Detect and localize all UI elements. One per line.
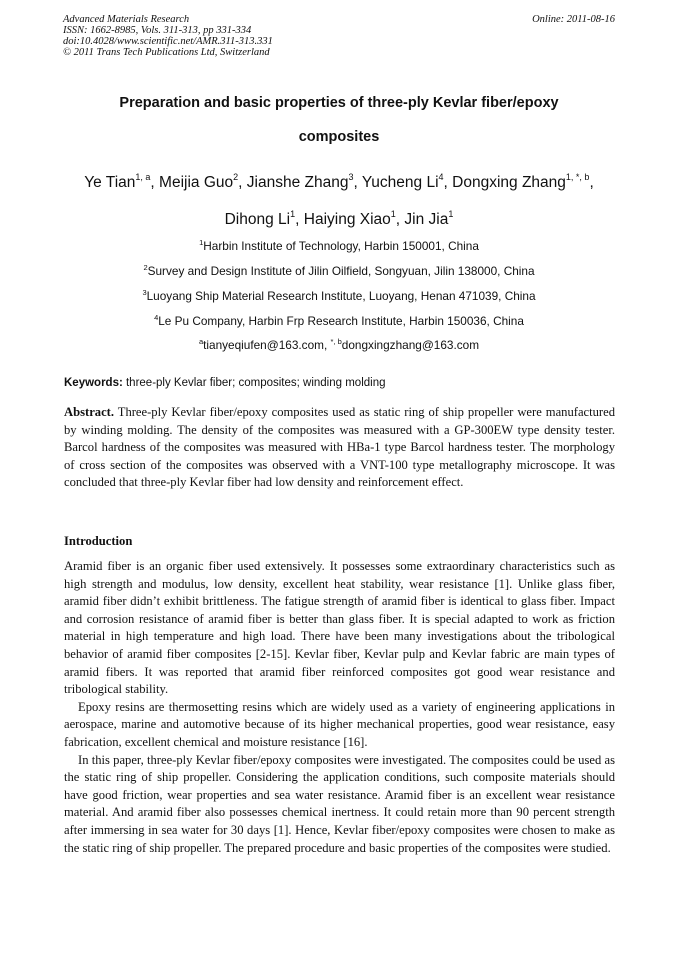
- email-superscript: a: [198, 337, 204, 346]
- keywords-label: Keywords:: [64, 377, 123, 389]
- author-line-1: [40, 164, 638, 201]
- paragraph: In this paper, three-ply Kevlar fiber/epoxy composites were investigated. The composites could be used as the static ring of ship propeller. Considering the application conditions, such composite materials should have good friction, wear properties and sea water resistance. Aramid fiber is an excellent wear resistance material. And aramid fiber also possesses chemical inertness. It could retain more than 90 percent strength after immersing in sea water for 30 days [1]. Hence, Kevlar fiber/epoxy composites were chosen to make as the static ring of ship propeller. The prepared procedure and basic properties of the composites were studied.: [64, 752, 615, 855]
- author-name: Dihong Li: [224, 211, 291, 228]
- introduction-body: [64, 558, 615, 857]
- author-name: Haiying Xiao: [303, 211, 391, 228]
- section-heading-introduction: Introduction: [64, 534, 133, 548]
- author-separator: ,: [295, 211, 304, 228]
- author-name: Dongxing Zhang: [452, 174, 566, 191]
- affiliation: [40, 239, 638, 253]
- author-name: Jin Jia: [404, 211, 449, 228]
- author-separator: ,: [353, 174, 362, 191]
- author-superscript: 1, *, b: [565, 172, 590, 182]
- author-superscript: 1: [290, 209, 296, 219]
- affiliation: [40, 314, 638, 328]
- affiliation-superscript: 3: [142, 288, 147, 297]
- affiliation-text: Luoyang Ship Material Research Institute, Luoyang, Henan 471039, China: [146, 289, 536, 303]
- affiliation-superscript: 4: [154, 313, 159, 322]
- author-separator: ,: [238, 174, 247, 191]
- keywords-text: three-ply Kevlar fiber; composites; winding molding: [122, 377, 386, 389]
- author-line-2: [40, 201, 638, 238]
- title-line-1: Preparation and basic properties of three-ply Kevlar fiber/epoxy: [119, 95, 559, 111]
- author-name: Meijia Guo: [159, 174, 234, 191]
- email-superscript: *, b: [330, 337, 342, 346]
- author-superscript: 1: [448, 209, 454, 219]
- journal-issn: ISSN: 1662-8985, Vols. 311-313, pp 331-334: [63, 25, 252, 36]
- abstract: [64, 404, 615, 492]
- author-superscript: 1: [390, 209, 396, 219]
- affiliation-text: Le Pu Company, Harbin Frp Research Institute, Harbin 150036, China: [158, 314, 524, 328]
- author-superscript: 4: [438, 172, 444, 182]
- paper-title: [63, 86, 615, 154]
- abstract-text: Three-ply Kevlar fiber/epoxy composites used as static ring of ship propeller were manufactured by winding molding. The density of the composites was measured with a GP-300EW type density tester. Barcol hardness of the composites was measured with HBa-1 type Barcol hardness tester. The morphology of cross section of the composites was observed with a VNT-100 type metallography microscope. It was concluded that three-ply Kevlar fiber had low density and reinforcement effect.: [64, 405, 615, 490]
- author-name: Jianshe Zhang: [246, 174, 349, 191]
- abstract-label: Abstract.: [64, 405, 115, 419]
- email-address: tianyeqiufen@163.com,: [203, 338, 331, 352]
- author-superscript: 2: [233, 172, 239, 182]
- author-superscript: 1, a: [135, 172, 151, 182]
- online-date: Online: 2011-08-16: [532, 14, 615, 25]
- affiliation-superscript: 2: [143, 263, 148, 272]
- title-line-2: composites: [298, 129, 380, 145]
- keywords: [64, 376, 616, 390]
- author-separator: ,: [443, 174, 453, 191]
- journal-copyright: © 2011 Trans Tech Publications Ltd, Switzerland: [63, 47, 270, 58]
- author-separator: ,: [589, 174, 594, 191]
- affiliation: [40, 289, 638, 303]
- author-separator: ,: [395, 211, 405, 228]
- email-address: dongxingzhang@163.com: [341, 338, 480, 352]
- paragraph: Aramid fiber is an organic fiber used extensively. It possesses some extraordinary characteristics such as high strength and modulus, low density, excellent heat stability, wear resistance [1]. Unlike glass fiber, aramid fiber didn’t exhibit brittleness. The fatigue strength of aramid fiber is identical to glass fiber. Impact and corrosion resistance of aramid fiber is better than glass fiber. It is special adapted to work as friction material in high temperature and high load. There have been many investigations about the tribological behavior of aramid fiber composites [2-15]. Kevlar fiber, Kevlar pulp and Kevlar fabric are main types of aramid fibers. It was reported that aramid fiber reinforced composites got good wear resistance and tribological stability.: [64, 559, 615, 697]
- paragraph: Epoxy resins are thermosetting resins which are widely used as a variety of engineering applications in aerospace, marine and automotive because of its higher mechanical properties, good wear resistance, easy fabrication, excellent chemical and moisture resistance [16].: [64, 699, 615, 749]
- affiliation-text: Harbin Institute of Technology, Harbin 150001, China: [203, 239, 479, 253]
- affiliation-text: Survey and Design Institute of Jilin Oilfield, Songyuan, Jilin 138000, China: [147, 264, 535, 278]
- journal-header: [63, 14, 615, 58]
- journal-name: Advanced Materials Research: [63, 14, 190, 25]
- journal-doi: doi:10.4028/www.scientific.net/AMR.311-313.331: [63, 36, 273, 47]
- email-line: [40, 338, 638, 352]
- affiliation-superscript: 1: [199, 238, 204, 247]
- author-name: Yucheng Li: [361, 174, 439, 191]
- author-separator: ,: [150, 174, 160, 191]
- affiliation: [40, 264, 638, 278]
- author-superscript: 3: [348, 172, 354, 182]
- author-name: Ye Tian: [84, 174, 136, 191]
- author-list: [40, 164, 638, 238]
